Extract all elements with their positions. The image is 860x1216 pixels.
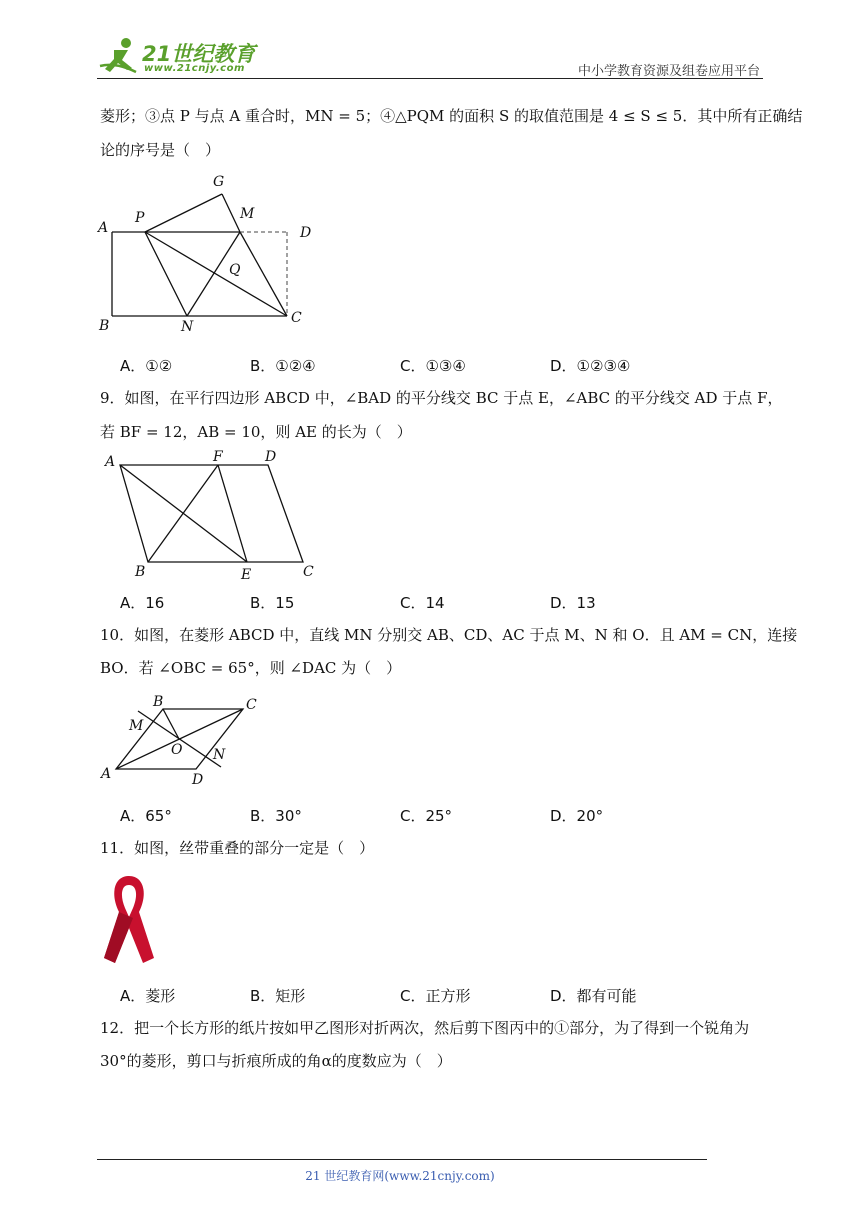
q10-label-O: O bbox=[171, 742, 183, 758]
q8-option-a[interactable]: A．①② bbox=[120, 357, 173, 375]
red-ribbon-image bbox=[100, 872, 158, 968]
q9-figure bbox=[95, 445, 325, 585]
q9-parallelogram bbox=[120, 465, 303, 562]
q9-label-B: B bbox=[135, 564, 146, 580]
runner-logo-icon bbox=[96, 36, 146, 76]
q8-text-line2: 论的序号是（ ） bbox=[100, 141, 221, 159]
q8-label-M: M bbox=[240, 206, 255, 222]
q10-figure bbox=[95, 690, 275, 790]
q8-option-b[interactable]: B．①②④ bbox=[250, 357, 316, 375]
q9-segment-FE bbox=[218, 465, 247, 562]
q12-text-line1: 12．把一个长方形的纸片按如甲乙图形对折两次，然后剪下图丙中的①部分，为了得到一个锐角为 bbox=[100, 1019, 750, 1037]
q8-label-Q: Q bbox=[229, 262, 241, 278]
header-divider bbox=[97, 78, 763, 79]
q10-option-a[interactable]: A．65° bbox=[120, 807, 172, 825]
q9-label-D: D bbox=[265, 449, 277, 465]
q8-label-N: N bbox=[181, 319, 194, 335]
q8-option-c[interactable]: C．①③④ bbox=[400, 357, 466, 375]
q10-segment-BO bbox=[163, 709, 179, 739]
q11-option-b[interactable]: B．矩形 bbox=[250, 987, 306, 1005]
q10-label-B: B bbox=[153, 694, 164, 710]
q10-label-N: N bbox=[213, 747, 226, 763]
q8-label-C: C bbox=[291, 310, 302, 326]
q10-option-c[interactable]: C．25° bbox=[400, 807, 453, 825]
q10-line-MN bbox=[138, 711, 221, 767]
q10-text-line1: 10．如图，在菱形 ABCD 中，直线 MN 分别交 AB、CD、AC 于点 M、N 和 O．且 AM = CN，连接 bbox=[100, 626, 798, 644]
q10-option-b[interactable]: B．30° bbox=[250, 807, 302, 825]
q8-option-d[interactable]: D．①②③④ bbox=[550, 357, 631, 375]
q11-option-a[interactable]: A．菱形 bbox=[120, 987, 176, 1005]
q10-label-A: A bbox=[101, 766, 112, 782]
q9-option-c[interactable]: C．14 bbox=[400, 594, 445, 612]
q11-option-c[interactable]: C．正方形 bbox=[400, 987, 471, 1005]
q11-option-d[interactable]: D．都有可能 bbox=[550, 987, 637, 1005]
q9-label-F: F bbox=[213, 449, 223, 465]
q8-label-B: B bbox=[99, 318, 110, 334]
q10-label-D: D bbox=[192, 772, 204, 788]
q8-edge-GM bbox=[222, 194, 240, 232]
q9-option-b[interactable]: B．15 bbox=[250, 594, 295, 612]
q9-segment-BF bbox=[148, 465, 218, 562]
footer-divider bbox=[97, 1159, 707, 1160]
footer-site-link[interactable]: 21 世纪教育网(www.21cnjy.com) bbox=[305, 1169, 495, 1183]
q9-option-a[interactable]: A．16 bbox=[120, 594, 165, 612]
q11-text-line1: 11．如图，丝带重叠的部分一定是（ ） bbox=[100, 839, 375, 857]
q10-text-line2: BO．若 ∠OBC = 65°，则 ∠DAC 为（ ） bbox=[100, 659, 402, 677]
q9-label-E: E bbox=[241, 567, 252, 583]
q8-label-D: D bbox=[300, 225, 312, 241]
q9-text-line2: 若 BF = 12，AB = 10，则 AE 的长为（ ） bbox=[100, 423, 412, 441]
logo-url: www.21cnjy.com bbox=[144, 63, 245, 74]
q9-label-A: A bbox=[105, 454, 116, 470]
q8-label-P: P bbox=[135, 210, 145, 226]
q9-label-C: C bbox=[303, 564, 314, 580]
q8-edge-PG bbox=[145, 194, 222, 232]
q8-text-line1: 菱形；③点 P 与点 A 重合时，MN = 5；④△PQM 的面积 S 的取值范围是 4 ≤ S ≤ 5．其中所有正确结 bbox=[100, 107, 803, 125]
q9-text-line1: 9．如图，在平行四边形 ABCD 中，∠BAD 的平分线交 BC 于点 E，∠ABC 的平分线交 AD 于点 F， bbox=[100, 389, 783, 407]
q8-label-G: G bbox=[213, 174, 225, 190]
q10-label-M: M bbox=[129, 718, 144, 734]
q10-label-C: C bbox=[246, 697, 257, 713]
q9-option-d[interactable]: D．13 bbox=[550, 594, 596, 612]
q12-text-line2: 30°的菱形，剪口与折痕所成的角α的度数应为（ ） bbox=[100, 1052, 452, 1070]
q10-option-d[interactable]: D．20° bbox=[550, 807, 604, 825]
header-platform-title: 中小学教育资源及组卷应用平台 bbox=[577, 64, 760, 79]
q8-label-A: A bbox=[98, 220, 109, 236]
site-logo bbox=[96, 36, 266, 76]
logo-text: 21世纪教育 bbox=[142, 42, 256, 66]
q8-edge-MC bbox=[240, 232, 287, 316]
q8-figure bbox=[95, 170, 315, 338]
